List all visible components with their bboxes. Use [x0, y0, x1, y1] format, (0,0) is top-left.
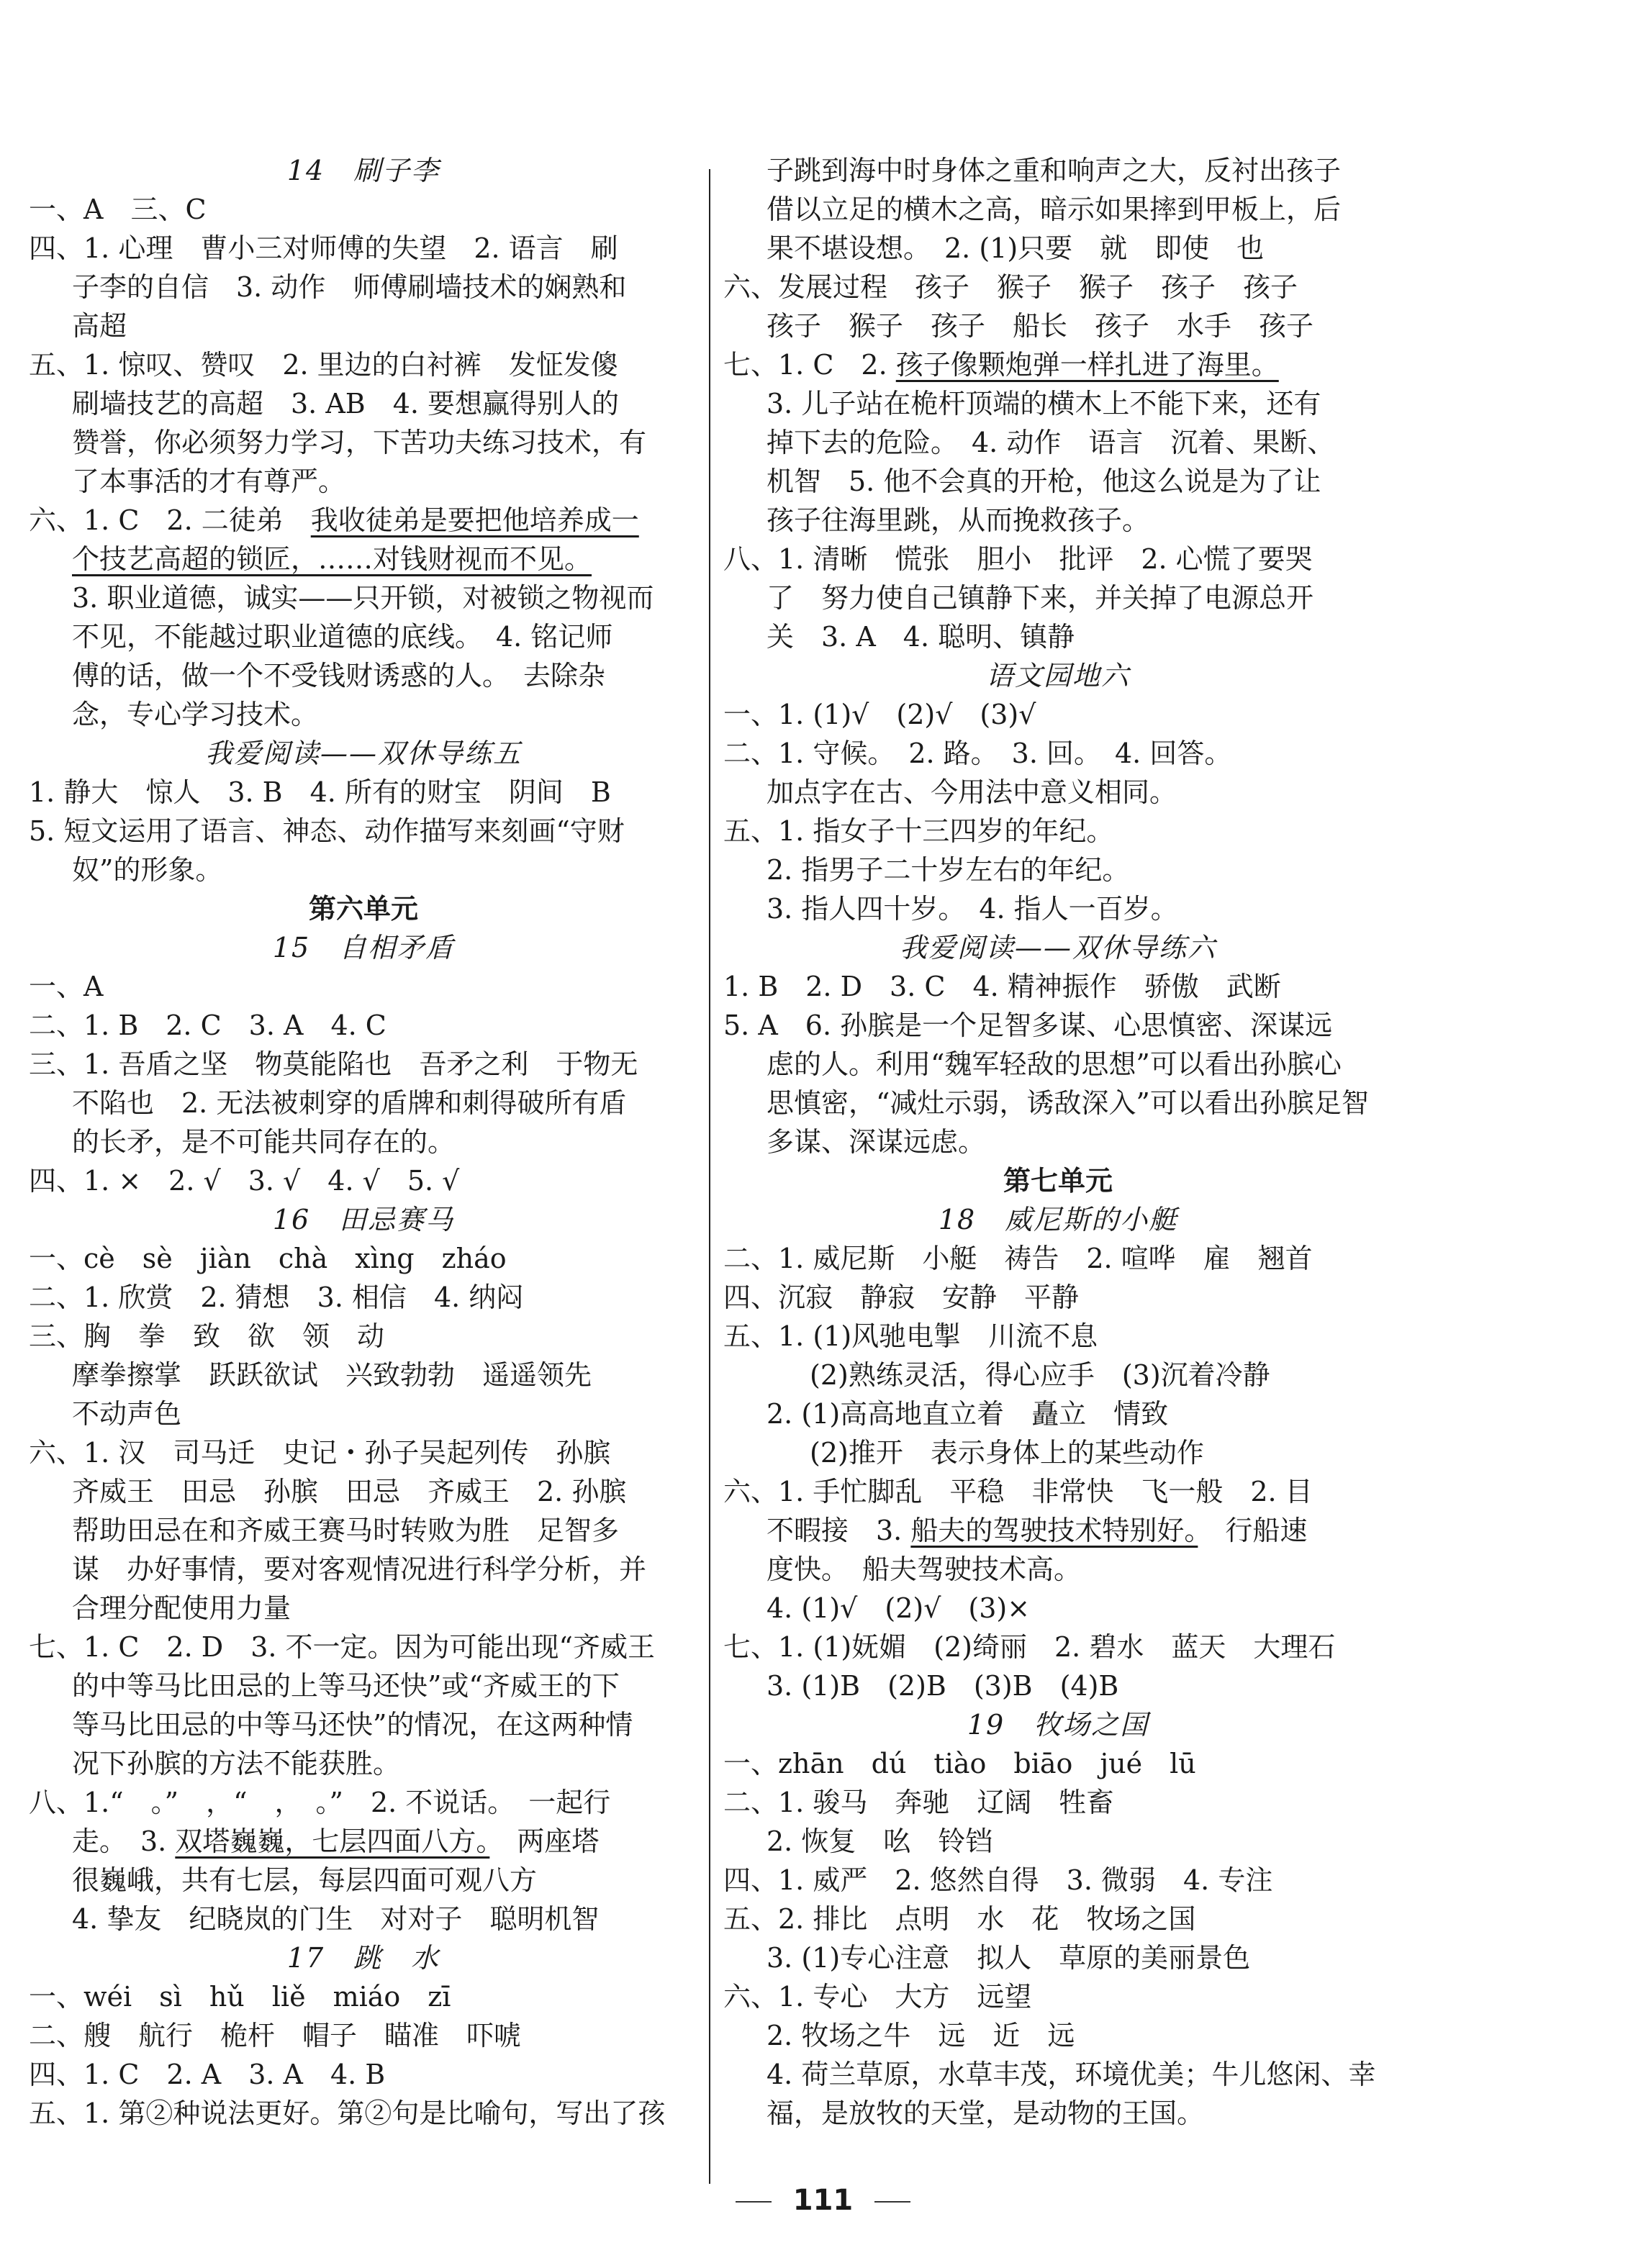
answer-line: [29, 268, 698, 307]
answer-text: 了 努力使自己镇静下来，并关掉了电源总开: [767, 582, 1314, 614]
answer-text: 一、A 三、C: [29, 194, 207, 225]
answer-line: [29, 1433, 698, 1472]
answer-text: 虑的人。利用“魏军轻敌的思想”可以看出孙膑心: [767, 1048, 1342, 1080]
answer-line: [29, 1239, 698, 1278]
answer-text: 一、wéi sì hǔ liě miáo zī: [29, 1981, 451, 2013]
answer-line: [723, 773, 1393, 812]
heading-text: 15 自相矛盾: [272, 932, 455, 963]
answer-line: [29, 1122, 698, 1161]
answer-text: 3. 指人四十岁。 4. 指人一百岁。: [767, 893, 1178, 925]
answer-line: [723, 2016, 1393, 2055]
column-divider: [709, 169, 710, 2184]
answer-text: 五、1. 惊叹、赞叹 2. 里边的白衬裤 发怔发傻: [29, 349, 618, 381]
answer-text: 度快。 船夫驾驶技术高。: [767, 1553, 1082, 1585]
heading-text: 我爱阅读——双休导练六: [899, 932, 1216, 963]
heading-text: 19 牧场之国: [967, 1709, 1149, 1741]
answer-text: 五、2. 排比 点明 水 花 牧场之国: [723, 1903, 1196, 1935]
underlined-text: 双塔巍巍，七层四面八方。: [175, 1825, 490, 1857]
answer-line: [723, 1822, 1393, 1861]
answer-line: [29, 850, 698, 889]
answer-line: [29, 2055, 698, 2094]
answer-line: [723, 1239, 1393, 1278]
heading-text: 16 田忌赛马: [272, 1204, 455, 1235]
answer-text: 果不堪设想。 2. (1)只要 就 即使 也: [767, 232, 1265, 264]
answer-text: 二、艘 航行 桅杆 帽子 瞄准 吓唬: [29, 2020, 522, 2051]
unit-heading: [29, 889, 698, 928]
answer-text: 刷墙技艺的高超 3. AB 4. 要想赢得别人的: [72, 388, 620, 419]
answer-line: [723, 617, 1393, 656]
answer-line: [723, 151, 1393, 190]
heading-text: 18 威尼斯的小艇: [938, 1204, 1178, 1235]
answer-line: [723, 345, 1393, 384]
answer-line: [723, 190, 1393, 229]
answer-line: [723, 1861, 1393, 1900]
answer-line: [29, 1705, 698, 1744]
answer-line: [29, 307, 698, 345]
answer-text: 五、1. (1)风驰电掣 川流不息: [723, 1320, 1098, 1352]
answer-line: [29, 1589, 698, 1628]
answer-text: 况下孙膑的方法不能获胜。: [72, 1748, 401, 1779]
answer-text: 一、cè sè jiàn chà xìng zháo: [29, 1243, 507, 1274]
answer-text: 一、zhān dú tiào biāo jué lū: [723, 1748, 1196, 1779]
answer-line: [29, 967, 698, 1006]
answer-text: 五、1. 指女子十三四岁的年纪。: [723, 815, 1114, 847]
answer-text: 三、1. 吾盾之坚 物莫能陷也 吾矛之利 于物无: [29, 1048, 638, 1080]
answer-text: 一、1. (1)√ (2)√ (3)√: [723, 699, 1036, 730]
answer-text: 不见，不能越过职业道德的底线。 4. 铭记师: [72, 621, 613, 653]
answer-line: [29, 462, 698, 501]
answer-text: 七、1. C 2. D 3. 不一定。因为可能出现“齐威王: [29, 1631, 655, 1663]
answer-text: 七、1. (1)妩媚 (2)绮丽 2. 碧水 蓝天 大理石: [723, 1631, 1336, 1663]
answer-line: [723, 1045, 1393, 1084]
answer-line: [723, 501, 1393, 540]
answer-line: [29, 1822, 698, 1861]
section-heading: [723, 1200, 1393, 1239]
answer-text: 六、1. 手忙脚乱 平稳 非常快 飞一般 2. 目: [723, 1476, 1313, 1507]
answer-text: 四、1. × 2. √ 3. √ 4. √ 5. √: [29, 1165, 460, 1197]
answer-text: 借以立足的横木之高，暗示如果摔到甲板上，后: [767, 194, 1342, 225]
answer-line: [29, 2016, 698, 2055]
answer-line: [29, 501, 698, 540]
underlined-text: 我收徒弟是要把他培养成一: [310, 504, 639, 536]
answer-line: [723, 1122, 1393, 1161]
answer-text: 了本事活的才有尊严。: [72, 466, 346, 497]
answer-text: 不暇接 3.: [767, 1515, 911, 1546]
heading-text: 17 跳 水: [286, 1942, 440, 1974]
section-heading: [29, 928, 698, 967]
answer-line: [29, 656, 698, 695]
answer-line: [29, 1084, 698, 1122]
answer-text: 不陷也 2. 无法被刺穿的盾牌和刺得破所有盾: [72, 1087, 627, 1119]
section-heading: [29, 151, 698, 190]
answer-line: [723, 850, 1393, 889]
heading-text: 语文园地六: [985, 660, 1130, 691]
answer-line: [723, 1977, 1393, 2016]
answer-text: 五、1. 第②种说法更好。第②句是比喻句，写出了孩: [29, 2097, 666, 2129]
page-number: [0, 2184, 1646, 2217]
answer-text: 齐威王 田忌 孙膑 田忌 齐威王 2. 孙膑: [72, 1476, 627, 1507]
answer-text: 关 3. A 4. 聪明、镇静: [767, 621, 1075, 653]
answer-text: 3. 职业道德，诚实——只开锁，对被锁之物视而: [72, 582, 654, 614]
answer-line: [723, 307, 1393, 345]
answer-text: 思慎密，“减灶示弱，诱敌深入”可以看出孙膑足智: [767, 1087, 1369, 1119]
page-dash-left: [736, 2201, 772, 2203]
answer-line: [723, 268, 1393, 307]
section-heading: [723, 928, 1393, 967]
answer-line: [29, 1628, 698, 1666]
answer-line: [723, 1666, 1393, 1705]
answer-line: [723, 1589, 1393, 1628]
answer-line: [29, 617, 698, 656]
answer-line: [29, 1317, 698, 1356]
answer-line: [29, 1511, 698, 1550]
heading-text: 我爱阅读——双休导练五: [204, 738, 522, 769]
underlined-text: 个技艺高超的锁匠，……对钱财视而不见。: [72, 543, 592, 575]
answer-text: 2. 恢复 吆 铃铛: [767, 1825, 993, 1857]
answer-text: 子跳到海中时身体之重和响声之大，反衬出孩子: [767, 155, 1342, 186]
answer-line: [29, 695, 698, 734]
page-dash-right: [874, 2201, 910, 2203]
answer-line: [723, 967, 1393, 1006]
answer-text: 加点字在古、今用法中意义相同。: [767, 776, 1177, 808]
answer-text: 四、1. 心理 曹小三对师傅的失望 2. 语言 刷: [29, 232, 618, 264]
answer-line: [29, 1783, 698, 1822]
answer-line: [29, 812, 698, 850]
answer-text: 走。 3.: [72, 1825, 176, 1857]
answer-text: 3. 儿子站在桅杆顶端的横木上不能下来，还有: [767, 388, 1321, 419]
answer-line: [723, 695, 1393, 734]
answer-line: [723, 2055, 1393, 2094]
answer-line: [723, 384, 1393, 423]
answer-text: 5. A 6. 孙膑是一个足智多谋、心思慎密、深谋远: [723, 1010, 1333, 1041]
answer-text: 1. B 2. D 3. C 4. 精神振作 骄傲 武断: [723, 971, 1281, 1002]
answer-text: 2. 牧场之牛 远 近 远: [767, 2020, 1075, 2051]
answer-text-after: 两座塔: [489, 1825, 600, 1857]
answer-line: [723, 462, 1393, 501]
answer-text: 六、发展过程 孩子 猴子 猴子 孩子 孩子: [723, 271, 1298, 303]
answer-line: [29, 1472, 698, 1511]
answer-line: [29, 1861, 698, 1900]
answer-text: 多谋、深谋远虑。: [767, 1126, 986, 1158]
answer-line: [723, 1356, 1393, 1394]
right-column: [723, 151, 1393, 2133]
answer-line: [723, 1084, 1393, 1122]
answer-text: 傅的话，做一个不受钱财诱惑的人。 去除杂: [72, 660, 606, 691]
answer-text: 不动声色: [72, 1398, 182, 1430]
answer-text: 的长矛，是不可能共同存在的。: [72, 1126, 456, 1158]
answer-text: 3. (1)B (2)B (3)B (4)B: [767, 1670, 1119, 1702]
answer-text: 2. 指男子二十岁左右的年纪。: [767, 854, 1130, 886]
answer-text: 四、1. C 2. A 3. A 4. B: [29, 2059, 386, 2090]
unit-heading: [723, 1161, 1393, 1200]
answer-text: 七、1. C 2.: [723, 349, 896, 381]
answer-text: 等马比田忌的中等马还快”的情况，在这两种情: [72, 1709, 633, 1741]
answer-line: [723, 1472, 1393, 1511]
answer-line: [723, 1783, 1393, 1822]
underlined-text: 孩子像颗炮弹一样扎进了海里。: [895, 349, 1279, 381]
answer-line: [723, 540, 1393, 579]
answer-line: [723, 2094, 1393, 2133]
answer-text: 谋 办好事情，要对客观情况进行科学分析，并: [72, 1553, 647, 1585]
answer-text: 摩拳擦掌 跃跃欲试 兴致勃勃 遥遥领先: [72, 1359, 592, 1391]
answer-line: [723, 1550, 1393, 1589]
answer-line: [723, 1006, 1393, 1045]
answer-text: 二、1. 守候。 2. 路。 3. 回。 4. 回答。: [723, 738, 1232, 769]
answer-line: [723, 812, 1393, 850]
answer-line: [29, 1394, 698, 1433]
answer-line: [29, 190, 698, 229]
answer-line: [29, 423, 698, 462]
answer-line: [29, 1744, 698, 1783]
answer-line: [723, 1938, 1393, 1977]
answer-line: [723, 889, 1393, 928]
answer-line: [29, 1045, 698, 1084]
answer-text: 合理分配使用力量: [72, 1592, 291, 1624]
heading-text: 第七单元: [1003, 1165, 1113, 1197]
answer-text: 孩子往海里跳，从而挽救孩子。: [767, 504, 1150, 536]
heading-text: 第六单元: [308, 893, 418, 925]
answer-text: (2)熟练灵活，得心应手 (3)沉着冷静: [810, 1359, 1270, 1391]
section-heading: [29, 734, 698, 773]
answer-line: [29, 579, 698, 617]
answer-text: 八、1.“ 。” ，“ ， 。” 2. 不说话。 一起行: [29, 1787, 611, 1818]
answer-line: [723, 1317, 1393, 1356]
answer-text: 3. (1)专心注意 拟人 草原的美丽景色: [767, 1942, 1251, 1974]
answer-text: 四、1. 威严 2. 悠然自得 3. 微弱 4. 专注: [723, 1864, 1273, 1896]
answer-text: 孩子 猴子 孩子 船长 孩子 水手 孩子: [767, 310, 1314, 342]
answer-line: [29, 1006, 698, 1045]
answer-text: 奴”的形象。: [72, 854, 223, 886]
answer-line: [29, 345, 698, 384]
answer-line: [723, 1394, 1393, 1433]
answer-text: 四、沉寂 静寂 安静 平静: [723, 1282, 1080, 1313]
answer-text: 念，专心学习技术。: [72, 699, 319, 730]
answer-text: 很巍峨，共有七层，每层四面可观八方: [72, 1864, 538, 1896]
page-number-text: 111: [792, 2184, 854, 2217]
answer-text: 六、1. C 2. 二徒弟: [29, 504, 311, 536]
section-heading: [29, 1200, 698, 1239]
answer-text: 六、1. 汉 司马迁 史记・孙子吴起列传 孙膑: [29, 1437, 611, 1469]
answer-text: 帮助田忌在和齐威王赛马时转败为胜 足智多: [72, 1515, 620, 1546]
answer-text: 机智 5. 他不会真的开枪，他这么说是为了让: [767, 466, 1321, 497]
answer-line: [723, 1744, 1393, 1783]
answer-text: 福，是放牧的天堂，是动物的王国。: [767, 2097, 1205, 2129]
answer-text: 高超: [72, 310, 127, 342]
answer-line: [29, 1666, 698, 1705]
answer-line: [29, 229, 698, 268]
answer-line: [723, 1511, 1393, 1550]
answer-text: 二、1. 欣赏 2. 猜想 3. 相信 4. 纳闷: [29, 1282, 524, 1313]
answer-text: 三、胸 拳 致 欲 领 动: [29, 1320, 385, 1352]
answer-text: 4. (1)√ (2)√ (3)×: [767, 1592, 1031, 1624]
answer-text: 5. 短文运用了语言、神态、动作描写来刻画“守财: [29, 815, 625, 847]
answer-line: [723, 229, 1393, 268]
answer-text: 八、1. 清晰 慌张 胆小 批评 2. 心慌了要哭: [723, 543, 1313, 575]
answer-text: 二、1. 威尼斯 小艇 祷告 2. 喧哗 雇 翘首: [723, 1243, 1313, 1274]
answer-line: [723, 1278, 1393, 1317]
answer-line: [29, 1900, 698, 1938]
answer-line: [29, 384, 698, 423]
answer-text: 六、1. 专心 大方 远望: [723, 1981, 1032, 2013]
underlined-text: 船夫的驾驶技术特别好。: [910, 1515, 1198, 1546]
answer-text: 一、A: [29, 971, 104, 1002]
answer-text: 4. 挚友 纪晓岚的门生 对对子 聪明机智: [72, 1903, 600, 1935]
answer-line: [29, 2094, 698, 2133]
answer-line: [29, 1550, 698, 1589]
answer-line: [723, 1628, 1393, 1666]
answer-text: 2. (1)高高地直立着 矗立 情致: [767, 1398, 1169, 1430]
answer-line: [29, 1977, 698, 2016]
answer-text: 的中等马比田忌的上等马还快”或“齐威王的下: [72, 1670, 620, 1702]
answer-text: 赞誉，你必须努力学习，下苦功夫练习技术，有: [72, 427, 647, 458]
left-column: [29, 151, 698, 2133]
answer-line: [29, 540, 698, 579]
answer-line: [29, 1278, 698, 1317]
answer-line: [723, 1433, 1393, 1472]
answer-line: [723, 423, 1393, 462]
section-heading: [723, 656, 1393, 695]
answer-line: [723, 579, 1393, 617]
answer-text: (2)推开 表示身体上的某些动作: [810, 1437, 1204, 1469]
answer-text: 二、1. B 2. C 3. A 4. C: [29, 1010, 386, 1041]
answer-text: 二、1. 骏马 奔驰 辽阔 牲畜: [723, 1787, 1114, 1818]
answer-line: [723, 734, 1393, 773]
answer-text-after: 行船速: [1198, 1515, 1308, 1546]
answer-text: 1. 静大 惊人 3. B 4. 所有的财宝 阴间 B: [29, 776, 611, 808]
answer-line: [29, 1161, 698, 1200]
answer-text: 掉下去的危险。 4. 动作 语言 沉着、果断、: [767, 427, 1335, 458]
heading-text: 14 刷子李: [286, 155, 440, 186]
answer-text: 4. 荷兰草原，水草丰茂，环境优美；牛儿悠闲、幸: [767, 2059, 1376, 2090]
section-heading: [29, 1938, 698, 1977]
section-heading: [723, 1705, 1393, 1744]
answer-line: [29, 1356, 698, 1394]
answer-text: 子李的自信 3. 动作 师傅刷墙技术的娴熟和: [72, 271, 627, 303]
answer-line: [723, 1900, 1393, 1938]
answer-line: [29, 773, 698, 812]
